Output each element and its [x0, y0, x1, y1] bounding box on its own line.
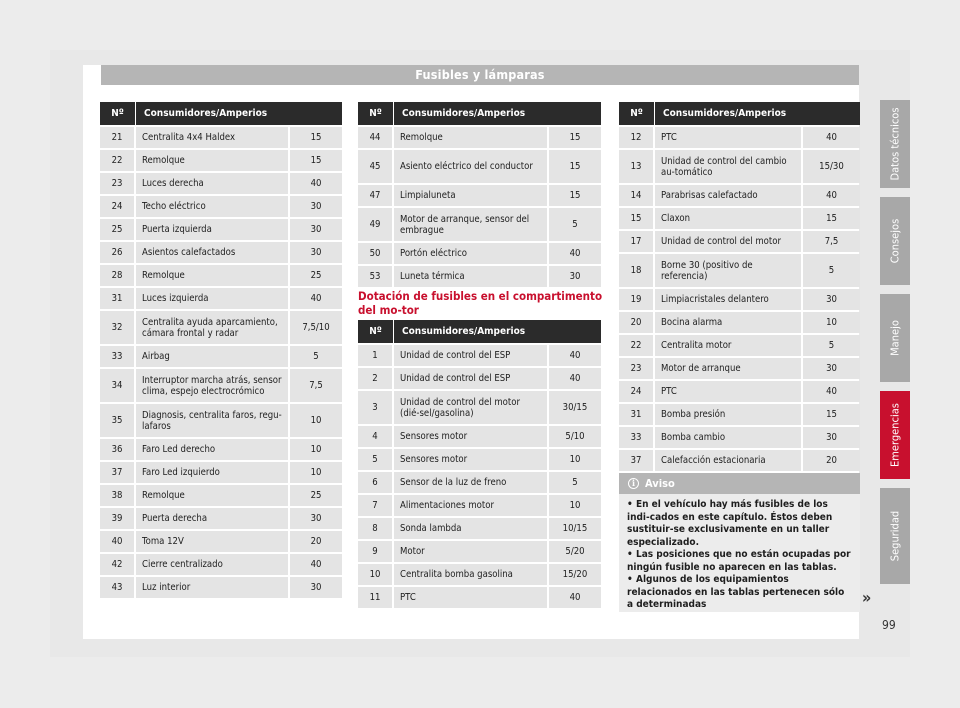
- fuse-consumer: Faro Led izquierdo: [136, 462, 290, 483]
- table-row: [619, 404, 860, 425]
- table-row: [100, 288, 342, 309]
- fuse-consumer: Centralita motor: [655, 335, 803, 356]
- bullet-icon: •: [627, 499, 633, 510]
- fuse-amperage: 40: [549, 243, 601, 264]
- table-header-row: [358, 102, 601, 125]
- table-row: [358, 127, 601, 148]
- column-header-consumers: Consumidores/Amperios: [655, 102, 860, 125]
- page-title: Fusibles y lámparas: [415, 67, 545, 82]
- column-header-no: Nº: [619, 102, 655, 125]
- fuse-consumer: Cierre centralizado: [136, 554, 290, 575]
- fuse-consumer: Motor de arranque, sensor del embrague: [394, 208, 549, 241]
- fuse-number: 17: [619, 231, 655, 252]
- fuse-amperage: 30: [290, 508, 342, 529]
- fuse-consumer: Remolque: [136, 265, 290, 286]
- notice-bullet: • En el vehículo hay más fusibles de los indi-cados en este capítulo. Éstos deben sustituir-se exclusivamente en un taller especializado.: [627, 499, 833, 548]
- fuse-consumer: Calefacción estacionaria: [655, 450, 803, 471]
- column-header-no: Nº: [100, 102, 136, 125]
- table-row: [358, 587, 601, 608]
- fuse-number: 10: [358, 564, 394, 585]
- fuse-number: 33: [619, 427, 655, 448]
- fuse-amperage: 15: [549, 127, 601, 148]
- fuse-amperage: 30: [549, 266, 601, 287]
- fuse-consumer: Sonda lambda: [394, 518, 549, 539]
- fuse-amperage: 10: [290, 404, 342, 437]
- fuse-consumer: Limpialuneta: [394, 185, 549, 206]
- fuse-number: 44: [358, 127, 394, 148]
- tab-seguridad[interactable]: Seguridad: [880, 488, 910, 584]
- column-header-consumers: Consumidores/Amperios: [394, 320, 601, 343]
- fuse-amperage: 25: [290, 265, 342, 286]
- info-icon: i: [628, 478, 639, 489]
- table-row: [358, 243, 601, 264]
- fuse-amperage: 40: [290, 288, 342, 309]
- table-row: [619, 254, 860, 287]
- table-header-row: [619, 102, 860, 125]
- column-header-consumers: Consumidores/Amperios: [136, 102, 342, 125]
- fuse-amperage: 5/10: [549, 426, 601, 447]
- fuse-consumer: Faro Led derecho: [136, 439, 290, 460]
- fuse-number: 43: [100, 577, 136, 598]
- table-row: [100, 265, 342, 286]
- fuse-amperage: 15: [290, 127, 342, 148]
- fuse-consumer: Centralita bomba gasolina: [394, 564, 549, 585]
- table-row: [358, 345, 601, 366]
- fuse-amperage: 10: [290, 439, 342, 460]
- table-row: [358, 185, 601, 206]
- fuse-number: 31: [100, 288, 136, 309]
- fuse-amperage: 5: [549, 472, 601, 493]
- fuse-amperage: 5: [803, 254, 860, 287]
- table-row: [619, 450, 860, 471]
- fuse-number: 13: [619, 150, 655, 183]
- fuse-number: 40: [100, 531, 136, 552]
- fuse-amperage: 10: [290, 462, 342, 483]
- fuse-number: 38: [100, 485, 136, 506]
- table-row: [100, 554, 342, 575]
- fuse-consumer: Puerta izquierda: [136, 219, 290, 240]
- fuse-consumer: Asientos calefactados: [136, 242, 290, 263]
- fuse-amperage: 25: [290, 485, 342, 506]
- fuse-number: 21: [100, 127, 136, 148]
- table-row: [100, 127, 342, 148]
- fuse-number: 45: [358, 150, 394, 183]
- engine-compartment-heading: Dotación de fusibles en el compartimento del mo-tor: [358, 289, 603, 317]
- table-row: [619, 312, 860, 333]
- table-row: [358, 518, 601, 539]
- fuse-number: 7: [358, 495, 394, 516]
- tab-emergencias[interactable]: Emergencias: [880, 391, 910, 479]
- fuse-consumer: Diagnosis, centralita faros, regu-lafaros: [136, 404, 290, 437]
- table-row: [100, 219, 342, 240]
- fuse-table-engine-2: [619, 100, 860, 473]
- fuse-amperage: 40: [803, 127, 860, 148]
- table-row: [358, 564, 601, 585]
- table-row: [100, 242, 342, 263]
- fuse-table-2: [358, 100, 601, 289]
- table-row: [358, 368, 601, 389]
- fuse-number: 35: [100, 404, 136, 437]
- fuse-number: 37: [100, 462, 136, 483]
- notice-title: Aviso: [645, 477, 675, 490]
- page-number: 99: [882, 618, 896, 632]
- fuse-number: 15: [619, 208, 655, 229]
- fuse-number: 24: [619, 381, 655, 402]
- fuse-amperage: 15: [549, 185, 601, 206]
- fuse-number: 28: [100, 265, 136, 286]
- notice-bullet: • Las posiciones que no están ocupadas por ningún fusible no aparecen en las tablas.: [627, 549, 851, 573]
- table-row: [100, 462, 342, 483]
- fuse-amperage: 5: [549, 208, 601, 241]
- fuse-consumer: Unidad de control del motor (dié-sel/gasolina): [394, 391, 549, 424]
- fuse-number: 3: [358, 391, 394, 424]
- table-row: [619, 185, 860, 206]
- table-row: [100, 485, 342, 506]
- fuse-number: 8: [358, 518, 394, 539]
- fuse-amperage: 20: [803, 450, 860, 471]
- fuse-consumer: PTC: [655, 381, 803, 402]
- table-row: [619, 289, 860, 310]
- fuse-amperage: 7,5: [803, 231, 860, 252]
- fuse-consumer: Sensores motor: [394, 426, 549, 447]
- table-row: [619, 127, 860, 148]
- fuse-consumer: Claxon: [655, 208, 803, 229]
- fuse-amperage: 15: [803, 208, 860, 229]
- table-row: [619, 150, 860, 183]
- fuse-number: 34: [100, 369, 136, 402]
- table-row: [100, 439, 342, 460]
- table-row: [358, 208, 601, 241]
- fuse-consumer: Unidad de control del cambio au-tomático: [655, 150, 803, 183]
- fuse-consumer: Luces derecha: [136, 173, 290, 194]
- fuse-number: 22: [619, 335, 655, 356]
- table-row: [619, 427, 860, 448]
- table-row: [619, 335, 860, 356]
- fuse-consumer: PTC: [655, 127, 803, 148]
- fuse-number: 20: [619, 312, 655, 333]
- fuse-consumer: Bomba presión: [655, 404, 803, 425]
- fuse-consumer: Airbag: [136, 346, 290, 367]
- fuse-amperage: 5/20: [549, 541, 601, 562]
- fuse-number: 14: [619, 185, 655, 206]
- column-header-no: Nº: [358, 102, 394, 125]
- fuse-number: 47: [358, 185, 394, 206]
- fuse-number: 2: [358, 368, 394, 389]
- fuse-number: 32: [100, 311, 136, 344]
- fuse-consumer: Unidad de control del ESP: [394, 368, 549, 389]
- continue-arrow-icon: »: [862, 588, 872, 607]
- fuse-number: 33: [100, 346, 136, 367]
- table-row: [358, 495, 601, 516]
- fuse-number: 37: [619, 450, 655, 471]
- fuse-number: 11: [358, 587, 394, 608]
- fuse-amperage: 40: [290, 554, 342, 575]
- fuse-table-engine-1: [358, 318, 601, 610]
- fuse-amperage: 30: [290, 196, 342, 217]
- bullet-icon: •: [627, 549, 633, 560]
- fuse-number: 6: [358, 472, 394, 493]
- fuse-amperage: 15/30: [803, 150, 860, 183]
- fuse-number: 19: [619, 289, 655, 310]
- table-row: [358, 472, 601, 493]
- fuse-number: 39: [100, 508, 136, 529]
- fuse-consumer: Bomba cambio: [655, 427, 803, 448]
- notice-box: [619, 473, 860, 612]
- fuse-consumer: Motor de arranque: [655, 358, 803, 379]
- fuse-amperage: 10: [803, 312, 860, 333]
- fuse-number: 42: [100, 554, 136, 575]
- fuse-consumer: Sensores motor: [394, 449, 549, 470]
- table-row: [100, 404, 342, 437]
- fuse-amperage: 40: [549, 345, 601, 366]
- column-header-no: Nº: [358, 320, 394, 343]
- table-row: [100, 508, 342, 529]
- fuse-consumer: Sensor de la luz de freno: [394, 472, 549, 493]
- notice-bullet: • Algunos de los equipamientos relacionados en las tablas pertenecen sólo a determinadas: [627, 574, 845, 610]
- fuse-consumer: Luz interior: [136, 577, 290, 598]
- table-row: [100, 311, 342, 344]
- fuse-number: 26: [100, 242, 136, 263]
- table-row: [619, 358, 860, 379]
- table-row: [100, 531, 342, 552]
- fuse-number: 25: [100, 219, 136, 240]
- table-row: [358, 266, 601, 287]
- fuse-amperage: 5: [803, 335, 860, 356]
- table-row: [358, 541, 601, 562]
- fuse-number: 24: [100, 196, 136, 217]
- fuse-amperage: 30: [290, 219, 342, 240]
- table-row: [619, 208, 860, 229]
- fuse-consumer: Bocina alarma: [655, 312, 803, 333]
- fuse-amperage: 30/15: [549, 391, 601, 424]
- fuse-consumer: Alimentaciones motor: [394, 495, 549, 516]
- table-row: [619, 231, 860, 252]
- tab-manejo[interactable]: Manejo: [880, 294, 910, 382]
- fuse-consumer: Unidad de control del motor: [655, 231, 803, 252]
- fuse-consumer: Asiento eléctrico del conductor: [394, 150, 549, 183]
- fuse-number: 49: [358, 208, 394, 241]
- fuse-amperage: 30: [290, 242, 342, 263]
- table-row: [358, 426, 601, 447]
- fuse-number: 22: [100, 150, 136, 171]
- section-header: [101, 65, 859, 85]
- fuse-consumer: Centralita ayuda aparcamiento, cámara frontal y radar: [136, 311, 290, 344]
- table-row: [100, 369, 342, 402]
- fuse-amperage: 40: [290, 173, 342, 194]
- notice-body: [619, 494, 860, 612]
- fuse-amperage: 10: [549, 449, 601, 470]
- fuse-amperage: 15: [549, 150, 601, 183]
- table-header-row: [100, 102, 342, 125]
- fuse-number: 23: [619, 358, 655, 379]
- fuse-consumer: Techo eléctrico: [136, 196, 290, 217]
- fuse-consumer: Remolque: [136, 150, 290, 171]
- fuse-number: 1: [358, 345, 394, 366]
- fuse-consumer: Remolque: [136, 485, 290, 506]
- fuse-amperage: 5: [290, 346, 342, 367]
- fuse-consumer: Centralita 4x4 Haldex: [136, 127, 290, 148]
- fuse-number: 4: [358, 426, 394, 447]
- fuse-table-1: [100, 100, 342, 600]
- fuse-consumer: Interruptor marcha atrás, sensor clima, espejo electrocrómico: [136, 369, 290, 402]
- tab-datos-tecnicos[interactable]: Datos técnicos: [880, 100, 910, 188]
- fuse-number: 5: [358, 449, 394, 470]
- table-row: [100, 346, 342, 367]
- fuse-amperage: 7,5/10: [290, 311, 342, 344]
- table-header-row: [358, 320, 601, 343]
- fuse-amperage: 15/20: [549, 564, 601, 585]
- table-row: [100, 577, 342, 598]
- fuse-amperage: 10: [549, 495, 601, 516]
- fuse-amperage: 30: [803, 289, 860, 310]
- fuse-consumer: Borne 30 (positivo de referencia): [655, 254, 803, 287]
- fuse-amperage: 30: [803, 358, 860, 379]
- notice-header: [619, 473, 860, 494]
- bullet-icon: •: [627, 574, 633, 585]
- table-row: [358, 449, 601, 470]
- fuse-consumer: Remolque: [394, 127, 549, 148]
- table-row: [358, 391, 601, 424]
- fuse-number: 53: [358, 266, 394, 287]
- fuse-number: 31: [619, 404, 655, 425]
- column-header-consumers: Consumidores/Amperios: [394, 102, 601, 125]
- fuse-consumer: Unidad de control del ESP: [394, 345, 549, 366]
- fuse-amperage: 15: [290, 150, 342, 171]
- fuse-consumer: Luneta térmica: [394, 266, 549, 287]
- tab-consejos[interactable]: Consejos: [880, 197, 910, 285]
- table-row: [358, 150, 601, 183]
- fuse-amperage: 30: [290, 577, 342, 598]
- fuse-amperage: 40: [549, 368, 601, 389]
- fuse-amperage: 7,5: [290, 369, 342, 402]
- fuse-consumer: Portón eléctrico: [394, 243, 549, 264]
- fuse-consumer: Puerta derecha: [136, 508, 290, 529]
- fuse-amperage: 40: [549, 587, 601, 608]
- fuse-number: 12: [619, 127, 655, 148]
- table-row: [619, 381, 860, 402]
- fuse-number: 9: [358, 541, 394, 562]
- fuse-amperage: 15: [803, 404, 860, 425]
- table-row: [100, 196, 342, 217]
- fuse-amperage: 40: [803, 381, 860, 402]
- fuse-number: 18: [619, 254, 655, 287]
- fuse-consumer: Limpiacristales delantero: [655, 289, 803, 310]
- fuse-consumer: Toma 12V: [136, 531, 290, 552]
- fuse-consumer: Parabrisas calefactado: [655, 185, 803, 206]
- fuse-number: 36: [100, 439, 136, 460]
- fuse-consumer: Motor: [394, 541, 549, 562]
- fuse-consumer: PTC: [394, 587, 549, 608]
- fuse-amperage: 20: [290, 531, 342, 552]
- fuse-number: 23: [100, 173, 136, 194]
- table-row: [100, 173, 342, 194]
- fuse-amperage: 30: [803, 427, 860, 448]
- fuse-consumer: Luces izquierda: [136, 288, 290, 309]
- fuse-amperage: 10/15: [549, 518, 601, 539]
- fuse-amperage: 40: [803, 185, 860, 206]
- table-row: [100, 150, 342, 171]
- fuse-number: 50: [358, 243, 394, 264]
